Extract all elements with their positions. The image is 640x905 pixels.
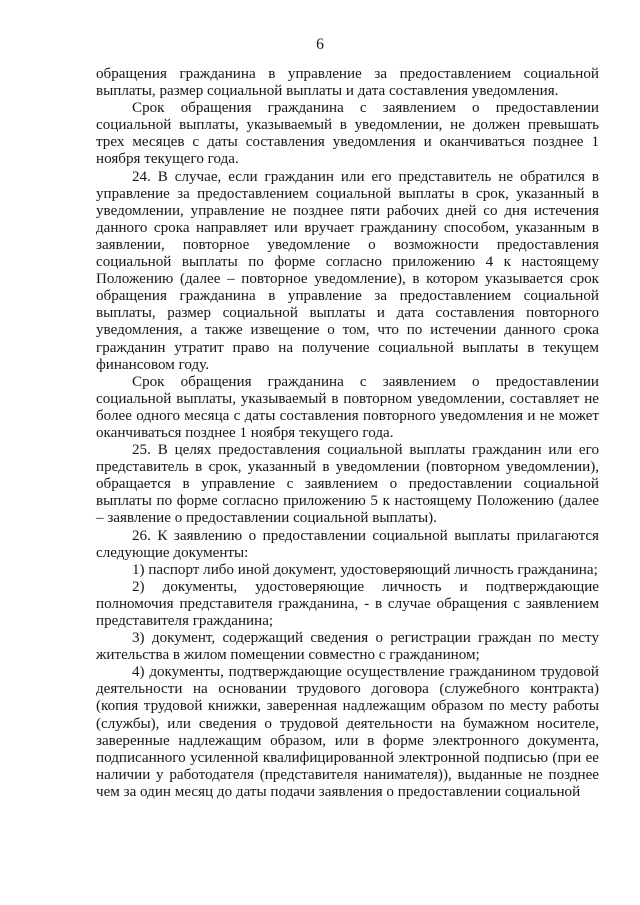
page-number: 6 (316, 36, 324, 53)
paragraph-clause-24: 24. В случае, если гражданин или его представитель не обратился в управление за предоставлением социальной выплаты в срок, указанный в уведомлении, управление не позднее пяти рабочих дней со дня истечения данного срока направляет или вручает гражданину способом, указанным в заявлении, повторное уведомление о возможности предоставления социальной выплаты по форме согласно приложению 4 к настоящему Положению (далее – повторное уведомление), в котором указывается срок обращения гражданина в управление за предоставлением социальной выплаты, размер социальной выплаты и дата составления повторного уведомления, а также извещение о том, что по истечении данного срока гражданин утратит право на получение социальной выплаты в текущем финансовом году. (96, 168, 599, 373)
paragraph: обращения гражданина в управление за предоставлением социальной выплаты, размер социальной выплаты и дата составления уведомления. (96, 66, 599, 100)
list-item: 1) паспорт либо иной документ, удостоверяющий личность гражданина; (132, 561, 598, 578)
list-item: 4) документы, подтверждающие осуществление гражданином трудовой деятельности на основании трудового договора (служебного контракта) (копия трудовой книжки, заверенная надлежащим образом по месту работы (службы), или сведения о трудовой деятельности на бумажном носителе, заверенные надлежащим образом, или в форме электронного документа, подписанного усиленной квалифицированной электронной подписью (при ее наличии у работодателя (представителя нанимателя)), выданные не позднее чем за один месяц до даты подачи заявления о предоставлении социальной (96, 664, 599, 800)
paragraph: Срок обращения гражданина с заявлением о предоставлении социальной выплаты, указываемый в уведомлении, не должен превышать трех месяцев с даты составления уведомления и оканчиваться позднее 1 ноября текущего года. (96, 100, 599, 168)
paragraph-clause-25: 25. В целях предоставления социальной выплаты гражданин или его представитель в срок, указанный в уведомлении (повторном уведомлении), обращается в управление с заявлением о предоставлении социальной выплаты по форме согласно приложению 5 к настоящему Положению (далее – заявление о предоставлении социальной выплаты). (96, 442, 599, 527)
list-item: 2) документы, удостоверяющие личность и подтверждающие полномочия представителя гражданина, - в случае обращения с заявлением представителя гражданина; (96, 578, 599, 629)
paragraph-clause-26: 26. К заявлению о предоставлении социальной выплаты прилагаются следующие документы: (96, 527, 599, 561)
paragraph: Срок обращения гражданина с заявлением о предоставлении социальной выплаты, указываемый в повторном уведомлении, составляет не более одного месяца с даты составления повторного уведомления и не может оканчиваться позднее 1 ноября текущего года. (96, 373, 599, 441)
list-item: 3) документ, содержащий сведения о регистрации граждан по месту жительства в жилом помещении совместно с гражданином; (96, 630, 599, 664)
document-body (96, 66, 599, 801)
